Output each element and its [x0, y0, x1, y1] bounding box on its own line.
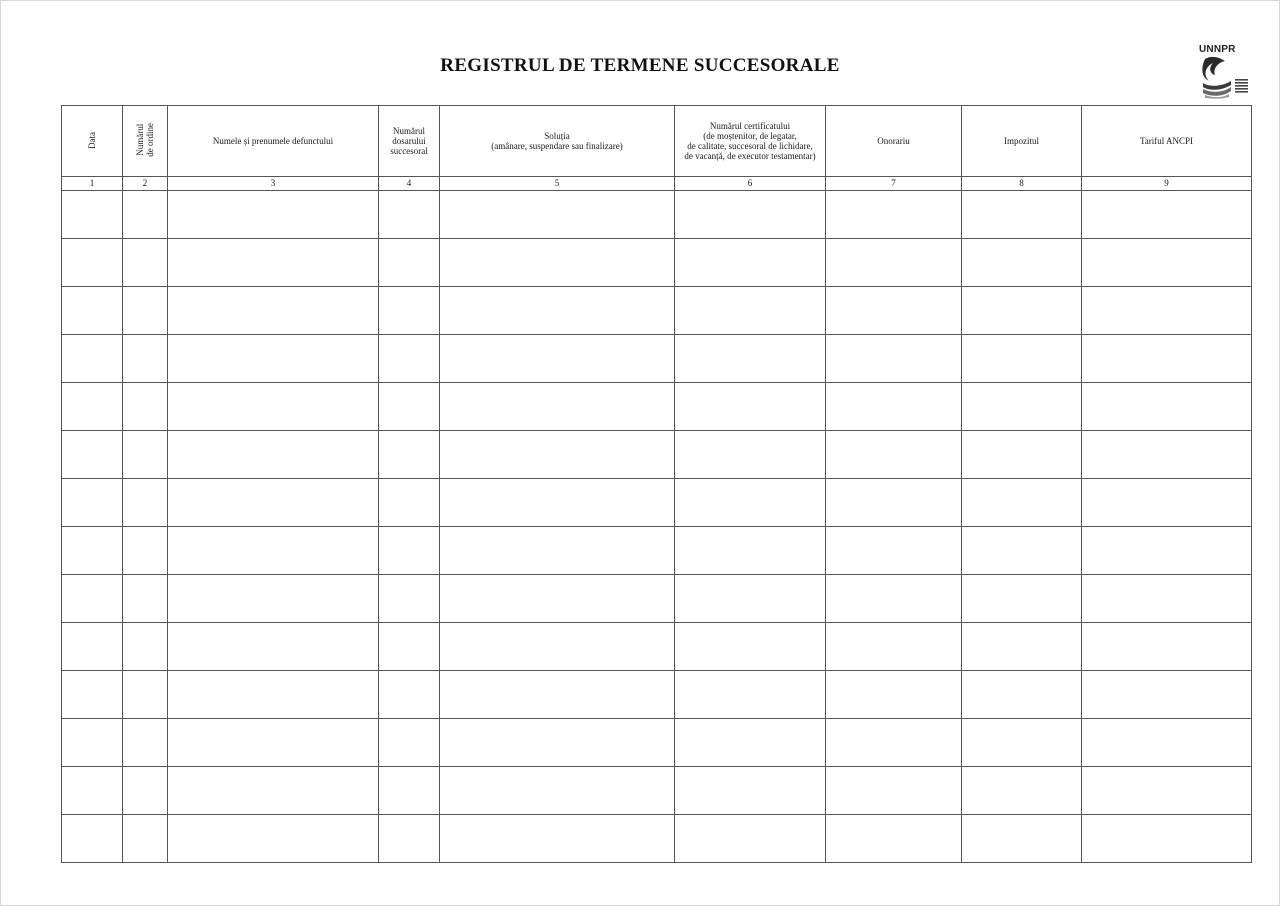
table-cell	[123, 431, 168, 479]
table-cell	[1082, 479, 1252, 527]
table-cell	[379, 719, 440, 767]
table-cell	[675, 719, 826, 767]
column-header	[168, 106, 379, 177]
table-cell	[1082, 383, 1252, 431]
column-number: 2	[123, 177, 168, 191]
table-cell	[62, 335, 123, 383]
table-cell	[379, 239, 440, 287]
table-row	[62, 671, 1252, 719]
column-number: 4	[379, 177, 440, 191]
column-number: 7	[826, 177, 962, 191]
table-cell	[1082, 815, 1252, 863]
column-header	[826, 106, 962, 177]
table-row	[62, 815, 1252, 863]
table-cell	[62, 767, 123, 815]
table-cell	[826, 527, 962, 575]
table-cell	[675, 287, 826, 335]
table-row	[62, 623, 1252, 671]
table-cell	[168, 431, 379, 479]
table-cell	[123, 575, 168, 623]
table-cell	[675, 815, 826, 863]
table-cell	[379, 335, 440, 383]
table-cell	[962, 239, 1082, 287]
table-cell	[962, 767, 1082, 815]
column-header	[62, 106, 123, 177]
column-header-label: Impozitul	[1004, 136, 1039, 146]
table-cell	[62, 671, 123, 719]
table-cell	[168, 527, 379, 575]
table-cell	[440, 287, 675, 335]
table-cell	[962, 335, 1082, 383]
table-cell	[168, 575, 379, 623]
table-cell	[379, 767, 440, 815]
table-cell	[168, 191, 379, 239]
table-cell	[62, 239, 123, 287]
table-row	[62, 575, 1252, 623]
table-cell	[1082, 431, 1252, 479]
table-cell	[1082, 575, 1252, 623]
table-cell	[440, 671, 675, 719]
table-row	[62, 767, 1252, 815]
table-cell	[826, 815, 962, 863]
table-cell	[675, 575, 826, 623]
table-cell	[826, 575, 962, 623]
table-cell	[962, 671, 1082, 719]
table-cell	[440, 239, 675, 287]
table-cell	[440, 767, 675, 815]
table-cell	[379, 623, 440, 671]
table-cell	[1082, 191, 1252, 239]
table-cell	[962, 431, 1082, 479]
table-cell	[379, 527, 440, 575]
table-cell	[440, 383, 675, 431]
table-cell	[962, 479, 1082, 527]
table-cell	[123, 767, 168, 815]
table-cell	[962, 623, 1082, 671]
table-cell	[379, 383, 440, 431]
table-cell	[675, 671, 826, 719]
table-cell	[62, 287, 123, 335]
table-cell	[440, 191, 675, 239]
table-row	[62, 191, 1252, 239]
table-cell	[826, 623, 962, 671]
table-cell	[675, 383, 826, 431]
column-header-label: Numărul de ordine	[135, 123, 155, 157]
table-cell	[379, 671, 440, 719]
table-cell	[123, 527, 168, 575]
table-cell	[62, 527, 123, 575]
table-cell	[168, 479, 379, 527]
column-header	[1082, 106, 1252, 177]
table-cell	[62, 479, 123, 527]
table-row	[62, 287, 1252, 335]
column-header-label: Soluția (amânare, suspendare sau finalizare)	[491, 131, 623, 151]
table-cell	[168, 623, 379, 671]
table-cell	[440, 431, 675, 479]
table-cell	[675, 431, 826, 479]
table-cell	[1082, 623, 1252, 671]
column-header	[962, 106, 1082, 177]
table-cell	[62, 815, 123, 863]
table-cell	[168, 287, 379, 335]
table-cell	[1082, 335, 1252, 383]
table-cell	[168, 719, 379, 767]
column-header	[379, 106, 440, 177]
table-cell	[123, 719, 168, 767]
table-cell	[62, 191, 123, 239]
column-header	[123, 106, 168, 177]
table-cell	[379, 815, 440, 863]
table-cell	[379, 191, 440, 239]
table-cell	[826, 431, 962, 479]
table-cell	[826, 191, 962, 239]
table-cell	[675, 767, 826, 815]
table-cell	[62, 431, 123, 479]
table-cell	[962, 383, 1082, 431]
table-cell	[440, 527, 675, 575]
table-cell	[440, 815, 675, 863]
column-number-row	[62, 177, 1252, 191]
table-cell	[962, 287, 1082, 335]
table-cell	[962, 527, 1082, 575]
table-cell	[168, 335, 379, 383]
column-number: 6	[675, 177, 826, 191]
table-cell	[826, 479, 962, 527]
table-cell	[962, 719, 1082, 767]
register-entries	[62, 191, 1252, 863]
page-title: REGISTRUL DE TERMENE SUCCESORALE	[440, 55, 840, 76]
table-cell	[675, 239, 826, 287]
column-header	[675, 106, 826, 177]
table-cell	[123, 479, 168, 527]
table-cell	[379, 479, 440, 527]
table-cell	[826, 239, 962, 287]
table-row	[62, 335, 1252, 383]
table-cell	[62, 623, 123, 671]
table-cell	[168, 767, 379, 815]
table-cell	[675, 191, 826, 239]
table-row	[62, 239, 1252, 287]
column-header-label: Numărul dosarului succesoral	[390, 126, 428, 156]
column-header-label: Tariful ANCPI	[1139, 136, 1194, 146]
table-cell	[123, 191, 168, 239]
table-cell	[1082, 239, 1252, 287]
table-cell	[440, 575, 675, 623]
table-cell	[168, 671, 379, 719]
table-cell	[440, 335, 675, 383]
table-cell	[379, 287, 440, 335]
column-number: 9	[1082, 177, 1252, 191]
table-cell	[168, 815, 379, 863]
table-cell	[123, 815, 168, 863]
table-cell	[1082, 527, 1252, 575]
logo-wordmark: UNNPR	[1199, 44, 1236, 55]
column-header	[440, 106, 675, 177]
table-row	[62, 479, 1252, 527]
table-row	[62, 719, 1252, 767]
table-cell	[826, 719, 962, 767]
table-cell	[123, 239, 168, 287]
table-cell	[123, 671, 168, 719]
table-cell	[379, 431, 440, 479]
column-number: 1	[62, 177, 123, 191]
column-number: 5	[440, 177, 675, 191]
table-row	[62, 527, 1252, 575]
table-cell	[1082, 671, 1252, 719]
unnpr-logo	[1199, 44, 1251, 98]
table-cell	[962, 815, 1082, 863]
table-cell	[62, 719, 123, 767]
table-cell	[1082, 719, 1252, 767]
column-header-label: Data	[87, 131, 97, 149]
column-number: 3	[168, 177, 379, 191]
register-table	[61, 105, 1252, 863]
table-cell	[826, 767, 962, 815]
table-cell	[675, 479, 826, 527]
table-cell	[675, 527, 826, 575]
table-cell	[62, 575, 123, 623]
column-header-label: Onorariu	[877, 136, 910, 146]
table-cell	[826, 383, 962, 431]
table-cell	[123, 335, 168, 383]
table-cell	[123, 383, 168, 431]
table-cell	[826, 335, 962, 383]
table-cell	[123, 623, 168, 671]
table-row	[62, 383, 1252, 431]
table-cell	[123, 287, 168, 335]
eagle-emblem-icon	[1199, 53, 1251, 99]
table-cell	[826, 287, 962, 335]
table-cell	[1082, 287, 1252, 335]
table-cell	[62, 383, 123, 431]
table-cell	[440, 623, 675, 671]
column-number: 8	[962, 177, 1082, 191]
table-cell	[1082, 767, 1252, 815]
table-cell	[962, 575, 1082, 623]
table-cell	[675, 623, 826, 671]
header-row	[62, 106, 1252, 177]
table-cell	[168, 383, 379, 431]
table-row	[62, 431, 1252, 479]
table-cell	[826, 671, 962, 719]
table-cell	[168, 239, 379, 287]
table-cell	[379, 575, 440, 623]
table-cell	[675, 335, 826, 383]
table-cell	[440, 719, 675, 767]
table-cell	[440, 479, 675, 527]
column-header-label: Numele și prenumele defunctului	[212, 136, 334, 146]
table-cell	[962, 191, 1082, 239]
column-header-label: Numărul certificatului (de moștenitor, de legatar, de calitate, succesoral de lichidare, de vacanță, de executor testamentar)	[684, 121, 816, 161]
